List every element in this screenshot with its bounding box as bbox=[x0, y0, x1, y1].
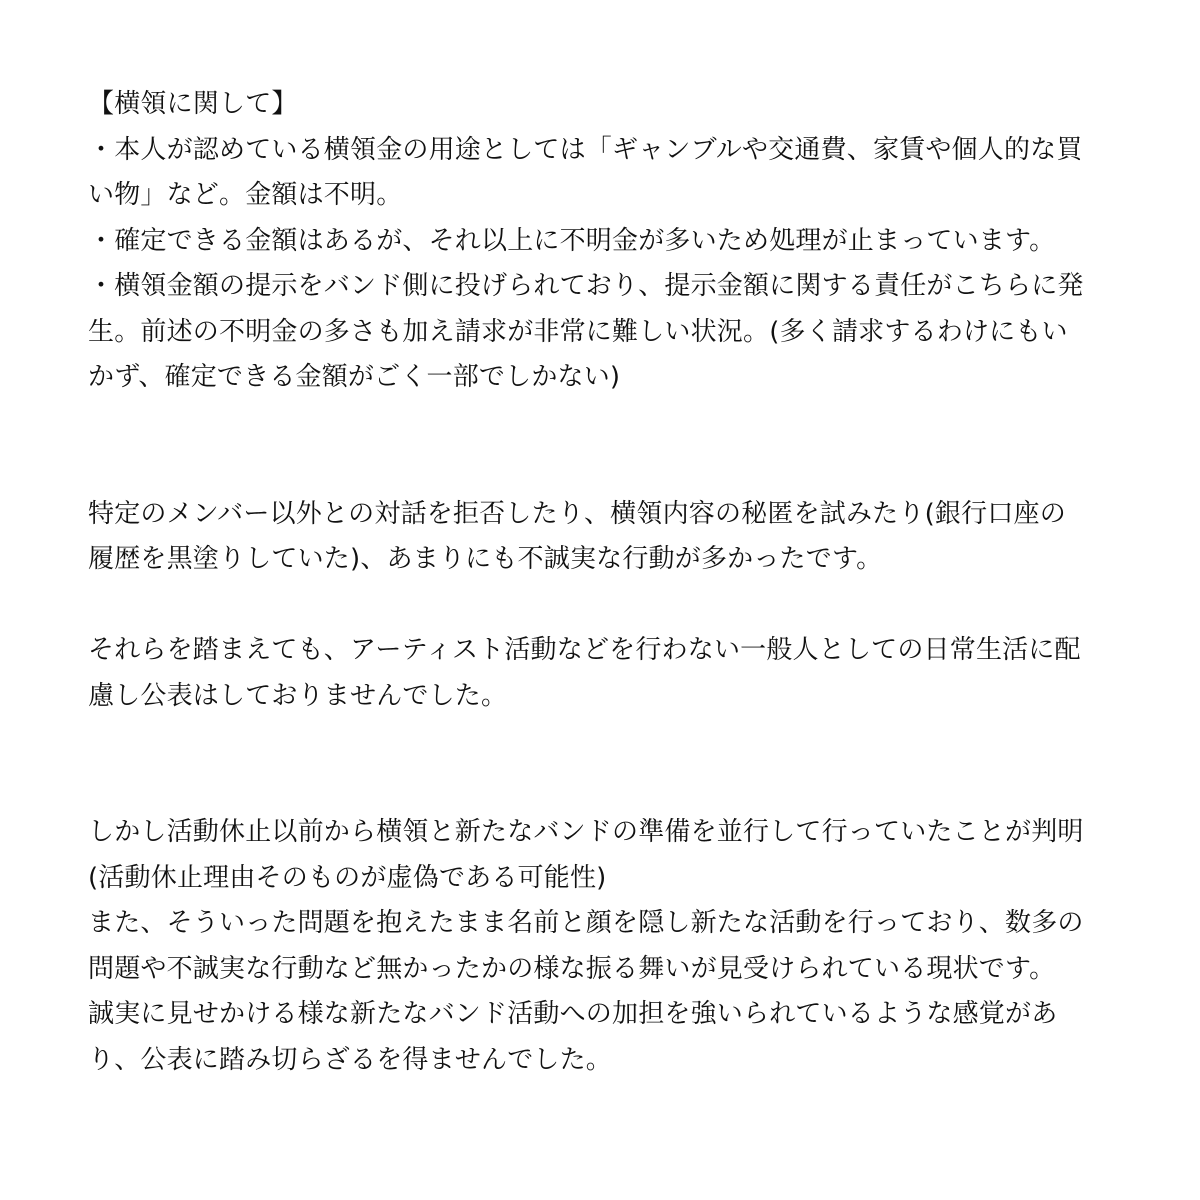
text-line: ・横領金額の提示をバンド側に投げられており、提示金額に関する責任がこちらに発 bbox=[88, 271, 1084, 301]
text-line: (活動休止理由そのものが虚偽である可能性) bbox=[88, 862, 607, 893]
text-line: 誠実に見せかける様な新たなバンド活動への加担を強いられているような感覚があ bbox=[88, 999, 1058, 1029]
spacer bbox=[88, 719, 1128, 810]
text-line: い物」など。金額は不明。 bbox=[88, 180, 403, 210]
section-heading: 【横領に関して】 bbox=[88, 89, 298, 119]
text-line: それらを踏まえても、アーティスト活動などを行わない一般人としての日常生活に配 bbox=[88, 635, 1081, 665]
text-line: 特定のメンバー以外との対話を拒否したり、横領内容の秘匿を試みたり(銀行口座の bbox=[88, 498, 1066, 529]
text-line: ・確定できる金額はあるが、それ以上に不明金が多いため処理が止まっています。 bbox=[88, 225, 1056, 256]
spacer bbox=[88, 583, 1128, 629]
text-line: り、公表に踏み切らざるを得ませんでした。 bbox=[88, 1044, 613, 1075]
text-line: かず、確定できる金額がごく一部でしかない) bbox=[88, 362, 621, 392]
text-line: 問題や不誠実な行動など無かったかの様な振る舞いが見受けられている現状です。 bbox=[88, 953, 1056, 984]
text-line: また、そういった問題を抱えたまま名前と顔を隠し新たな活動を行っており、数多の bbox=[88, 908, 1084, 938]
text-line: 慮し公表はしておりませんでした。 bbox=[88, 680, 508, 711]
statement-document bbox=[88, 82, 1128, 1083]
text-line: 履歴を黒塗りしていた)、あまりにも不誠実な行動が多かったです。 bbox=[88, 544, 883, 574]
text-line: しかし活動休止以前から横領と新たなバンドの準備を並行して行っていたことが判明 bbox=[88, 817, 1084, 847]
spacer bbox=[88, 401, 1128, 492]
text-line: 生。前述の不明金の多さも加え請求が非常に難しい状況。(多く請求するわけにもい bbox=[88, 316, 1068, 347]
text-line: ・本人が認めている横領金の用途としては「ギャンブルや交通費、家賃や個人的な買 bbox=[88, 134, 1083, 165]
